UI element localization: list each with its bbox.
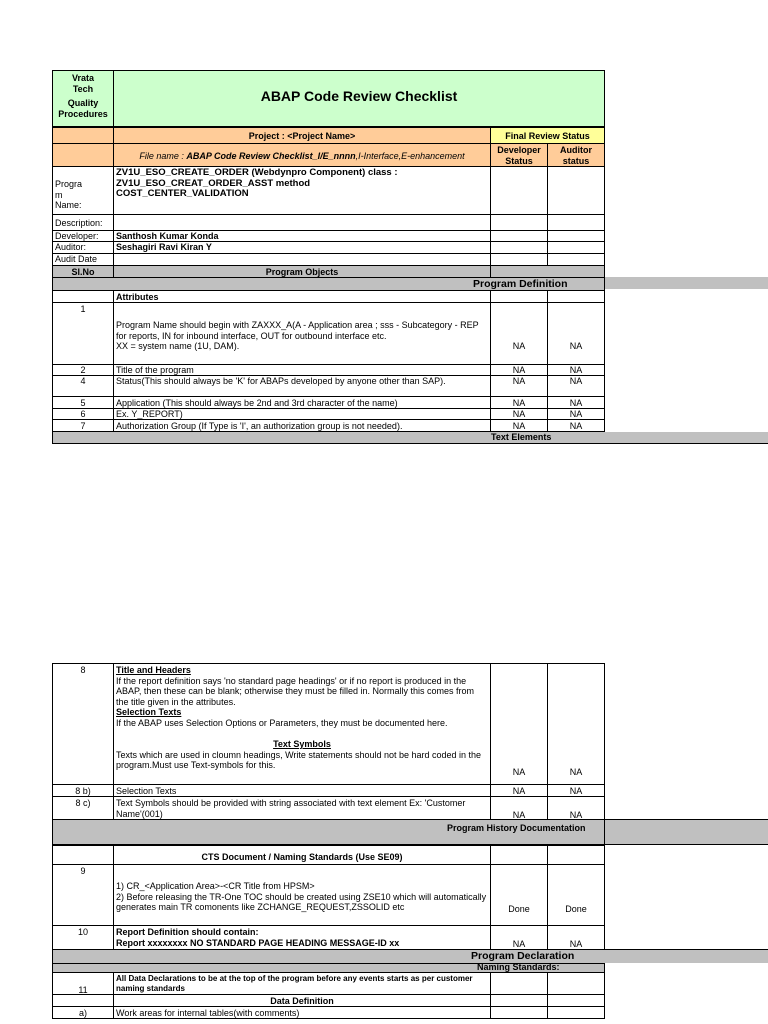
cts-heading: CTS Document / Naming Standards (Use SE09): [113, 845, 491, 865]
row-4-dev: NA: [490, 375, 548, 397]
file-name-suffix: ,I-Interface,E-enhancement: [355, 151, 465, 161]
row-8b-text: Selection Texts: [113, 784, 491, 797]
title-headers-heading: Title and Headers: [116, 665, 191, 675]
row-2-dev: NA: [490, 364, 548, 376]
selection-texts-heading: Selection Texts: [116, 707, 182, 717]
developer-status-header: Developer Status: [490, 143, 548, 167]
row-4-text: Status(This should always be 'K' for ABAPs developed by anyone other than SAP).: [113, 375, 491, 397]
description-dev: [490, 214, 548, 231]
attributes-heading: Attributes: [113, 290, 491, 303]
row-11-no: 11: [52, 972, 114, 995]
program-declaration-title: Program Declaration: [471, 950, 575, 962]
company-name: Vrata Tech: [71, 73, 95, 94]
row-10-no: 10: [52, 925, 114, 950]
file-name-cell: [113, 143, 491, 167]
title-headers-text: If the report definition says 'no standard page headings' or if no report is produced in the ABAP, then these can be blank; otherwise they must be filled in. Normally this comes from the title given in the attributes.: [116, 675, 475, 707]
text-elements-title: Text Elements: [491, 432, 552, 442]
row-2-text: Title of the program: [113, 364, 491, 376]
row-10-aud: NA: [547, 925, 605, 950]
file-name-label: File name :: [139, 151, 187, 161]
program-declaration-band: [52, 949, 768, 963]
auditor-value: Seshagiri Ravi Kiran Y: [113, 241, 491, 254]
title-cell: [113, 70, 605, 127]
row-1-text: Program Name should begin with ZAXXX_A(A - Application area ; sss - Subcategory - REP for reports, IN for inbound interface, OUT for outbound interface etc. XX = system name (1U, DAM).: [113, 302, 491, 365]
row-8b-no: 8 b): [52, 784, 114, 797]
row-10-dev: NA: [490, 925, 548, 950]
row-8-dev: NA: [490, 663, 548, 785]
page-title: ABAP Code Review Checklist: [260, 88, 458, 104]
naming-standards-title: Naming Standards:: [477, 962, 560, 972]
row-6-text: Ex. Y_REPORT): [113, 408, 491, 420]
row-a-dev: [490, 1006, 548, 1019]
row-8b-dev: NA: [490, 784, 548, 797]
row-2-aud: NA: [547, 364, 605, 376]
row-6-no: 6: [52, 408, 114, 420]
program-name-value: ZV1U_ESO_CREATE_ORDER (Webdynpro Component) class : ZV1U_ESO_CREAT_ORDER_ASST method COST_CENTER_VALIDATION: [113, 166, 491, 215]
row-11-aud: [547, 972, 605, 995]
row-5-aud: NA: [547, 396, 605, 409]
row-11-dev: [490, 972, 548, 995]
text-symbols-text: Texts which are used in cloumn headings, Write statements should not be hard coded in the program.Must use Text-symbols for this.: [116, 749, 482, 770]
file-name-value: ABAP Code Review Checklist_I/E_nnnn: [186, 151, 356, 161]
program-objects-header: Program Objects: [113, 265, 491, 278]
description-label: Description:: [52, 214, 114, 231]
text-elements-band: [52, 432, 768, 444]
project-name: Project : <Project Name>: [113, 127, 491, 144]
row-2-no: 2: [52, 364, 114, 376]
selection-texts-text: If the ABAP uses Selection Options or Parameters, they must be documented here.: [116, 717, 448, 728]
description-value: [113, 214, 491, 231]
developer-label: Developer:: [52, 230, 114, 242]
row-9-no: 9: [52, 864, 114, 926]
row-7-dev: NA: [490, 419, 548, 432]
row-9-dev: Done: [490, 864, 548, 926]
text-symbols-heading: Text Symbols: [273, 739, 331, 749]
program-history-title: Program History Documentation: [447, 823, 586, 833]
band-divider: [604, 819, 605, 845]
row-7-aud: NA: [547, 419, 605, 432]
description-aud: [547, 214, 605, 231]
cts-aud: [547, 845, 605, 865]
row-5-text: Application (This should always be 2nd and 3rd character of the name): [113, 396, 491, 409]
auditor-label: Auditor:: [52, 241, 114, 254]
final-review-status: Final Review Status: [490, 127, 605, 144]
program-name-label: Progra m Name:: [52, 166, 114, 215]
quality-procedures: Quality Procedures: [58, 98, 108, 119]
row-a-no: a): [52, 1006, 114, 1019]
row-5-dev: NA: [490, 396, 548, 409]
audit-date-label: Audit Date: [52, 253, 114, 266]
auditor-status-header: Auditor status: [547, 143, 605, 167]
slno-header: Sl.No: [52, 265, 114, 278]
row-a-text: Work areas for internal tables(with comments): [113, 1006, 491, 1019]
row-8b-aud: NA: [547, 784, 605, 797]
program-name-dev: [490, 166, 548, 215]
row-8c-aud: NA: [547, 796, 605, 820]
row-5-no: 5: [52, 396, 114, 409]
row-1-no: 1: [52, 302, 114, 365]
row-7-no: 7: [52, 419, 114, 432]
row-11-text: All Data Declarations to be at the top of the program before any events starts as per customer naming standards: [113, 972, 491, 995]
company-logo-cell: [52, 70, 114, 127]
program-name-aud: [547, 166, 605, 215]
project-left-cell: [52, 127, 114, 144]
row-8c-text: Text Symbols should be provided with string associated with text element Ex: 'Customer Name'(001): [113, 796, 491, 820]
cts-no: [52, 845, 114, 865]
row-8c-no: 8 c): [52, 796, 114, 820]
row-8c-dev: NA: [490, 796, 548, 820]
row-7-text: Authorization Group (If Type is 'I', an authorization group is not needed).: [113, 419, 491, 432]
row-6-dev: NA: [490, 408, 548, 420]
row-10-text: Report Definition should contain: Report xxxxxxxx NO STANDARD PAGE HEADING MESSAGE-ID xx: [113, 925, 491, 950]
row-9-aud: Done: [547, 864, 605, 926]
row-8-aud: NA: [547, 663, 605, 785]
row-9-text: 1) CR_<Application Area>-<CR Title from HPSM> 2) Before releasing the TR-One TOC should be created using ZSE10 which will automatically generates main TR comonents like ZCHANGE_REQUEST,ZSSOLID etc: [113, 864, 491, 926]
row-8-text: [113, 663, 491, 785]
program-definition-title: Program Definition: [473, 278, 568, 290]
program-history-band: [52, 819, 768, 845]
developer-value: Santhosh Kumar Konda: [113, 230, 491, 242]
data-definition-heading: Data Definition: [113, 994, 491, 1007]
row-8-no: 8: [52, 663, 114, 785]
row-1-aud: NA: [547, 302, 605, 365]
row-6-aud: NA: [547, 408, 605, 420]
row-1-dev: NA: [490, 302, 548, 365]
program-definition-band-ext: [605, 277, 768, 289]
file-left-cell: [52, 143, 114, 167]
program-definition-band: [52, 277, 605, 291]
row-4-no: 4: [52, 375, 114, 397]
cts-dev: [490, 845, 548, 865]
row-a-aud: [547, 1006, 605, 1019]
row-4-aud: NA: [547, 375, 605, 397]
